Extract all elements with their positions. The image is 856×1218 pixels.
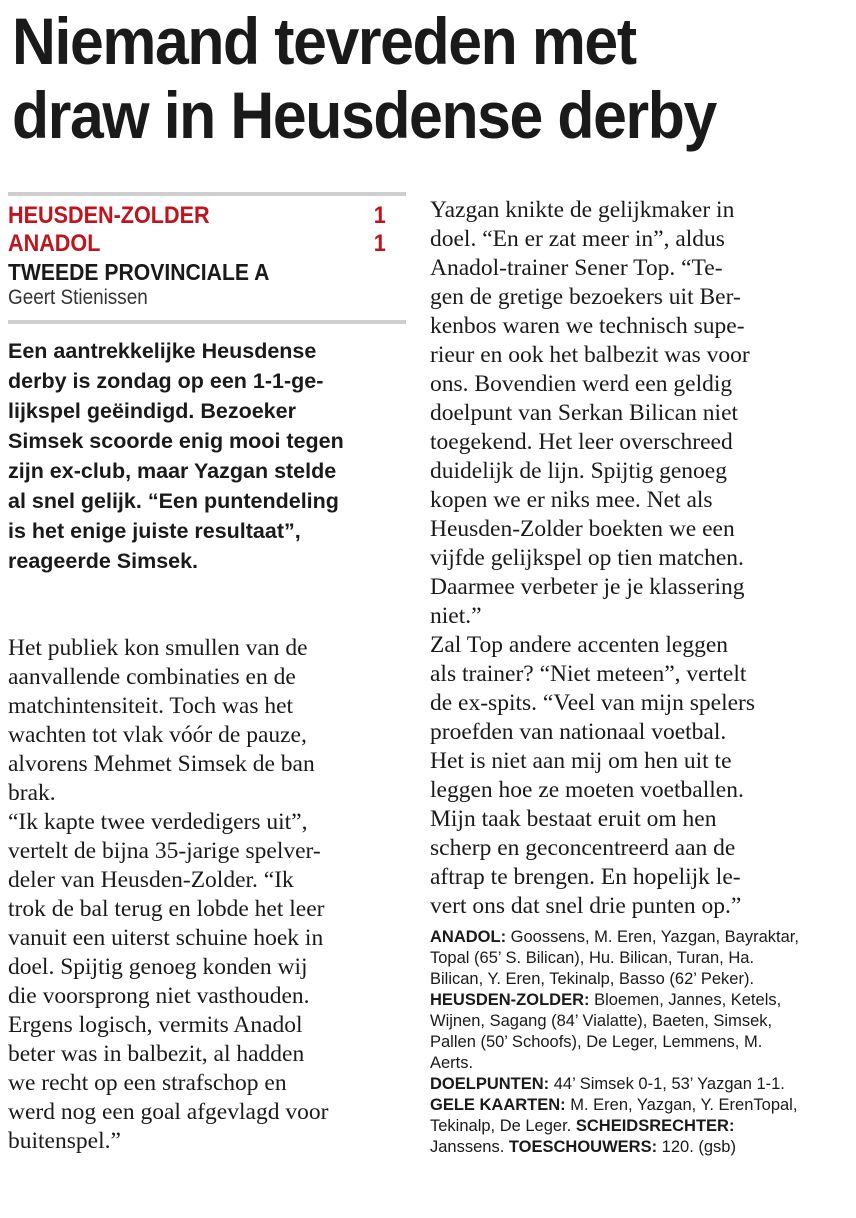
referee-label: SCHEIDSRECHTER:: [575, 1117, 735, 1135]
bottom-divider: [8, 320, 406, 324]
heusden-zolder-label: HEUSDEN-ZOLDER:: [430, 991, 590, 1009]
left-body-text: Het publiek kon smullen van de aanvallende combinaties en de matchintensiteit. Toch was het wachten tot vlak vóór de pauze, alvorens Mehmet Simsek de ban brak. “Ik kapte twee verdedigers uit”, vertelt de bijna 35-jarige spelver- deler van Heusden-Zolder. “Ik trok de bal terug en lobde het leer vanuit een uiterst schuine hoek in doel. Spijtig genoeg konden wij die voorsprong niet vasthouden. Ergens logisch, vermits Anadol beter was in balbezit, al hadden we recht op een strafschop en werd nog een goal afgevlagd voor buitenspel.”: [8, 635, 329, 1154]
headline: [12, 4, 776, 152]
goals-text: 44’ Simsek 0-1, 53’ Yazgan 1-1.: [549, 1075, 785, 1093]
intro-paragraph: Een aantrekkelijke Heusdense derby is zondag op een 1-1-ge- lijkspel geëindigd. Bezoeker Simsek scoorde enig mooi tegen zijn ex-club, maar Yazgan stelde al snel gelijk. “Een puntendeling is het enige juiste resultaat”, reageerde Simsek.: [8, 339, 344, 573]
lineup-box: [430, 927, 830, 1158]
anadol-players: Goossens, M. Eren, Yazgan, Bayraktar, Topal (65’ S. Bilican), Hu. Bilican, Turan, Ha. Bilican, Y. Eren, Tekinalp, Basso (62’ Peker).: [430, 928, 799, 988]
away-team-row: [8, 230, 406, 258]
referee-text: Janssens.: [430, 1138, 505, 1156]
anadol-label: ANADOL:: [430, 928, 507, 946]
author-byline: Geert Stienissen: [8, 286, 148, 309]
right-body-text: Yazgan knikte de gelijkmaker in doel. “En er zat meer in”, aldus Anadol-trainer Sener Top. “Te- gen de gretige bezoekers uit Ber- kenbos waren we technisch supe- rieur en ook het balbezit was voor ons. Bovendien werd een geldig doelpunt van Serkan Bilican niet toegekend. Het leer overschreed duidelijk de lijn. Spijtig genoeg kopen we er niks mee. Net als Heusden-Zolder boekten we een vijfde gelijkspel op tien matchen. Daarmee verbeter je je klassering niet.” Zal Top andere accenten leggen als trainer? “Niet meteen”, vertelt de ex-spits. “Veel van mijn spelers proefden van nationaal voetbal. Het is niet aan mij om hen uit te leggen hoe ze moeten voetballen. Mijn taak bestaat eruit om hen scherp en geconcentreerd aan de aftrap te brengen. En hopelijk le- vert ons dat snel drie punten op.”: [430, 197, 755, 919]
top-divider: [8, 192, 406, 196]
heusden-zolder-players: Bloemen, Jannes, Ketels, Wijnen, Sagang (84’ Vialatte), Baeten, Simsek, Pallen (50’ Schoofs), De Leger, Lemmens, M. Aerts.: [430, 991, 782, 1072]
right-column: [430, 196, 830, 1158]
yellow-cards-label: GELE KAARTEN:: [430, 1096, 566, 1114]
goals-label: DOELPUNTEN:: [430, 1075, 550, 1093]
spectators-label: TOESCHOUWERS:: [508, 1138, 658, 1156]
yellow-cards-text: M. Eren, Yazgan, Y. ErenTopal, Tekinalp, De Leger.: [430, 1096, 798, 1135]
home-team-name: HEUSDEN-ZOLDER: [8, 202, 210, 229]
league-name: TWEEDE PROVINCIALE A: [8, 259, 270, 285]
home-team-score: 1: [373, 202, 386, 229]
left-column: [8, 192, 406, 1156]
headline-line-2: draw in Heusdense derby: [12, 78, 716, 152]
away-team-name: ANADOL: [8, 230, 101, 257]
spectators-text: 120. (gsb): [657, 1138, 736, 1156]
headline-line-1: Niemand tevreden met: [12, 4, 636, 78]
away-team-score: 1: [373, 230, 386, 257]
home-team-row: [8, 202, 406, 230]
